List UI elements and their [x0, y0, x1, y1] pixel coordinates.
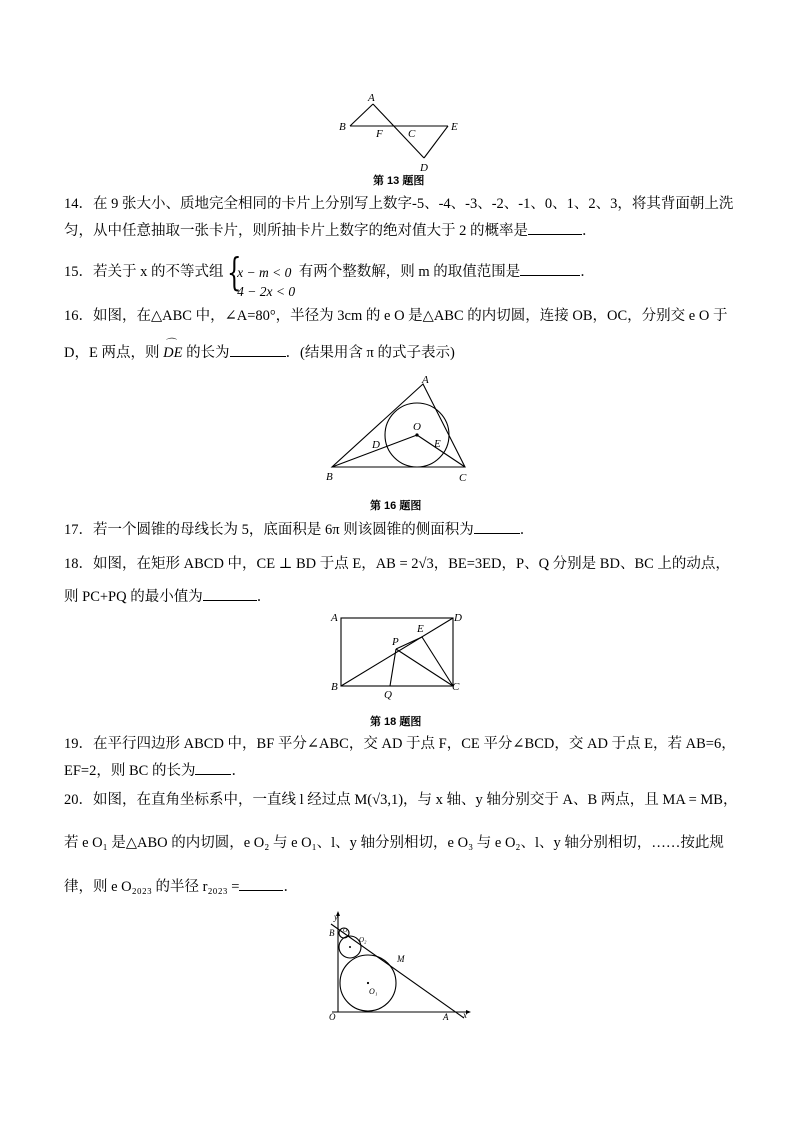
fig20-label-o3: O₃ — [343, 928, 350, 934]
segment-pe — [396, 637, 422, 649]
q16-line2-post: 的长为 — [186, 345, 230, 361]
q14-line1: 14．在 9 张大小、质地完全相同的卡片上分别写上数字-5、-4、-3、-2、-1、0、1、2、3，将其背面朝上洗 — [64, 196, 734, 212]
segment-ba — [350, 104, 373, 126]
q16-line2-pre: D，E 两点，则 — [64, 345, 160, 361]
q16-line2 — [64, 342, 455, 363]
q17-period: ． — [519, 522, 535, 538]
fig20-label-a: A — [443, 1012, 449, 1022]
inequality-row-1: x − m < 0 — [237, 264, 292, 280]
fig13-label-d: D — [420, 162, 428, 174]
inequality-row-2: 4 − 2x < 0 — [237, 283, 296, 299]
fig18-caption: 第 18 题图 — [370, 716, 422, 728]
q20-line3 — [64, 876, 298, 897]
q18-answer-blank — [203, 586, 257, 601]
segment-pc — [396, 649, 453, 686]
q17-text: 17．若一个圆锥的母线长为 5，底面积是 6π 则该圆锥的侧面积为 — [64, 522, 474, 538]
fig16-label-o: O — [413, 421, 421, 433]
segment-ce — [422, 637, 453, 686]
q14-text: 匀，从中任意抽取一张卡片，则所抽卡片上数字的绝对值大于 2 的概率是 — [64, 223, 528, 239]
q14-period: ． — [582, 223, 597, 239]
center-o — [415, 433, 418, 436]
q17-answer-blank — [474, 519, 520, 534]
diagonal-bd — [341, 618, 453, 686]
fig16-label-c: C — [459, 472, 467, 484]
fig16-label-e: E — [434, 438, 441, 450]
q17-line — [64, 519, 534, 540]
q16-line2-tail: ．(结果用含 π 的式子表示) — [285, 345, 455, 361]
q16-answer-blank — [230, 342, 286, 357]
center-o2 — [349, 946, 351, 948]
center-o1 — [367, 982, 369, 984]
inequality-system — [227, 249, 296, 299]
segment-ed — [424, 126, 448, 158]
fig13-caption: 第 13 题图 — [373, 175, 425, 187]
fig16-label-d: D — [372, 439, 380, 451]
fig13-label-b: B — [339, 121, 346, 133]
fig16-caption: 第 16 题图 — [370, 500, 422, 512]
arc-de: ⌒ DE — [163, 343, 182, 363]
figure-13 — [334, 92, 464, 184]
q18-line1: 18．如图，在矩形 ABCD 中，CE ⊥ BD 于点 E，AB = 2√3，BE=3ED，P、Q 分别是 BD、BC 上的动点， — [64, 556, 730, 572]
triangle-abc — [332, 384, 465, 467]
q14-answer-blank — [528, 220, 582, 235]
figure-18 — [326, 608, 466, 700]
q14-line2 — [64, 220, 597, 241]
q20-line1: 20．如图，在直角坐标系中，一直线 l 经过点 M(√3,1)，与 x 轴、y 轴分别交于 A、B 两点，且 MA = MB， — [64, 792, 738, 808]
fig20-label-o2: O₂ — [359, 936, 367, 944]
fig20-label-y: y — [334, 912, 338, 922]
fig13-label-e: E — [451, 121, 458, 133]
fig18-label-b: B — [331, 681, 338, 693]
fig20-label-o1: O₁ — [369, 987, 378, 996]
line-l — [331, 924, 464, 1018]
fig20-label-m: M — [397, 954, 405, 964]
brace-icon: { — [227, 249, 242, 294]
q20-period: ． — [283, 879, 298, 895]
q19-period: ． — [231, 763, 246, 779]
fig16-label-b: B — [326, 471, 333, 483]
segment-oc — [417, 435, 465, 467]
q18-period: ． — [256, 589, 272, 605]
fig18-label-e: E — [417, 623, 424, 635]
q16-line1: 16．如图，在△ABC 中，∠A=80°，半径为 3cm 的 e O 是△ABC 的内切圆，连接 OB，OC，分别交 e O 于 — [64, 308, 728, 324]
q18-text: 则 PC+PQ 的最小值为 — [64, 589, 203, 605]
fig13-label-f: F — [376, 128, 383, 140]
fig18-label-p: P — [392, 636, 399, 648]
q15-line — [64, 249, 595, 299]
fig18-label-c: C — [452, 681, 460, 693]
fig18-label-d: D — [454, 612, 462, 624]
fig16-label-a: A — [422, 374, 429, 386]
q15-answer-blank — [520, 261, 580, 276]
fig20-label-b: B — [329, 928, 335, 938]
fig20-label-o: O — [329, 1012, 336, 1022]
q19-line1: 19．在平行四边形 ABCD 中，BF 平分∠ABC，交 AD 于点 F，CE 平分∠BCD，交 AD 于点 E，若 AB=6， — [64, 736, 736, 752]
figure-20 — [326, 910, 476, 1022]
q15-post: 有两个整数解，则 m 的取值范围是 — [298, 264, 521, 280]
fig20-label-x: x — [463, 1010, 467, 1020]
q19-line2 — [64, 760, 246, 781]
figure-16 — [322, 370, 477, 490]
q15-period: ． — [580, 264, 595, 280]
q20-answer-blank — [239, 876, 283, 891]
q20-text: 律，则 e O₂₀₂₃ 的半径 r₂₀₂₃ = — [64, 879, 240, 895]
q18-line2 — [64, 586, 271, 607]
q19-answer-blank — [195, 760, 231, 775]
fig13-label-a: A — [368, 92, 375, 104]
q19-text: EF=2，则 BC 的长为 — [64, 763, 196, 779]
fig18-label-a: A — [331, 612, 338, 624]
q20-line2: 若 e O₁ 是△ABO 的内切圆，e O₂ 与 e O₁、l、y 轴分别相切，e O₃ 与 e O₂、l、y 轴分别相切，……按此规 — [64, 835, 724, 851]
q15-pre: 15．若关于 x 的不等式组 — [64, 264, 224, 280]
fig18-label-q: Q — [384, 689, 392, 700]
fig13-label-c: C — [408, 128, 416, 140]
